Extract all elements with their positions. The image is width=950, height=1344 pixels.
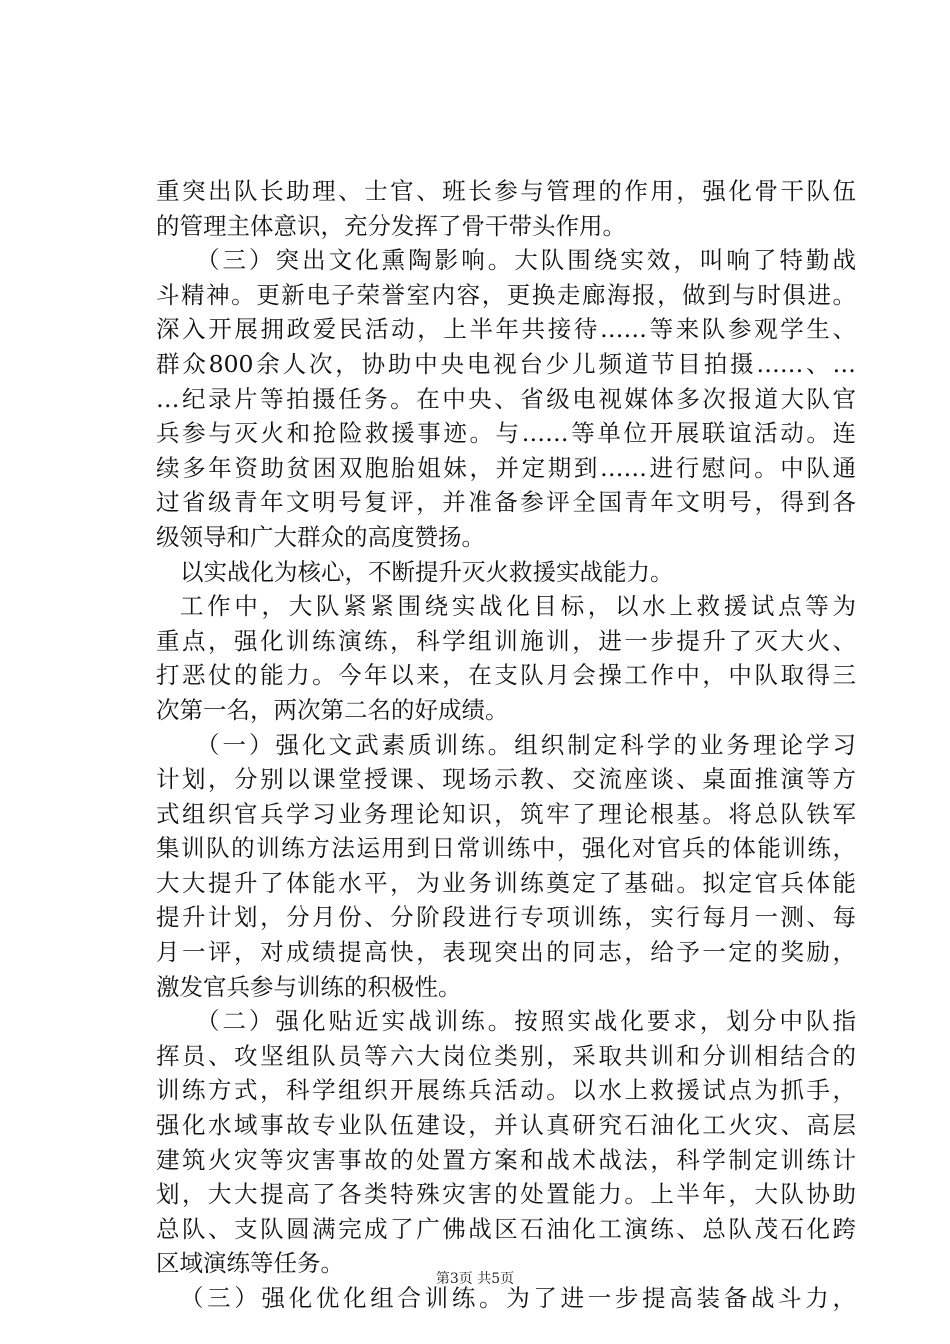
text-line: 级领导和广大群众的高度赞扬。 (156, 522, 485, 551)
text-line: 次第一名，两次第二名的好成绩。 (156, 695, 509, 724)
text-line: 训练方式，科学组织开展练兵活动。以水上救援试点为抓手， (156, 1076, 856, 1105)
text-line: 强化水域事故专业队伍建设，并认真研究石油化工火灾、高层 (156, 1111, 856, 1140)
text-line: 群众800余人次，协助中央电视台少儿频道节目拍摄……、… (156, 349, 856, 378)
text-line: 划，大大提高了各类特殊灾害的处置能力。上半年，大队协助 (156, 1180, 856, 1209)
text-line: 计划，分别以课堂授课、现场示教、交流座谈、桌面推演等方 (156, 765, 856, 794)
text-line: 重点，强化训练演练，科学组训施训，进一步提升了灭大火、 (156, 626, 856, 655)
text-line: 建筑火灾等灾害事故的处置方案和战术战法，科学制定训练计 (156, 1145, 856, 1174)
text-line: 总队、支队圆满完成了广佛战区石油化工演练、总队茂石化跨 (156, 1214, 856, 1243)
text-line: （三）突出文化熏陶影响。大队围绕实效，叫响了特勤战 (196, 246, 856, 275)
document-body (156, 174, 856, 1316)
text-line: 式组织官兵学习业务理论知识，筑牢了理论根基。将总队铁军 (156, 799, 856, 828)
text-line: 区域演练等任务。 (156, 1249, 344, 1278)
text-line: 打恶仗的能力。今年以来，在支队月会操工作中，中队取得三 (156, 661, 856, 690)
text-line: 激发官兵参与训练的积极性。 (156, 972, 462, 1001)
text-line: 的管理主体意识，充分发挥了骨干带头作用。 (156, 211, 626, 240)
page-footer: 第3页 共5页 (435, 1271, 515, 1287)
text-line: 过省级青年文明号复评，并准备参评全国青年文明号，得到各 (156, 488, 856, 517)
text-line: （二）强化贴近实战训练。按照实战化要求，划分中队指 (196, 1007, 856, 1036)
text-line: 挥员、攻坚组队员等六大岗位类别，采取共训和分训相结合的 (156, 1041, 856, 1070)
text-line: 提升计划，分月份、分阶段进行专项训练，实行每月一测、每 (156, 903, 856, 932)
text-line: …纪录片等拍摄任务。在中央、省级电视媒体多次报道大队官 (156, 384, 856, 413)
text-line: 深入开展拥政爱民活动，上半年共接待……等来队参观学生、 (156, 315, 856, 344)
text-line: 集训队的训练方法运用到日常训练中，强化对官兵的体能训练， (156, 834, 856, 863)
text-line: （一）强化文武素质训练。组织制定科学的业务理论学习 (196, 730, 856, 759)
text-line: 月一评，对成绩提高快，表现突出的同志，给予一定的奖励， (156, 938, 856, 967)
text-line: 斗精神。更新电子荣誉室内容，更换走廊海报，做到与时俱进。 (156, 280, 856, 309)
text-line: 续多年资助贫困双胞胎姐妹，并定期到……进行慰问。中队通 (156, 453, 856, 482)
text-line: 兵参与灭火和抢险救援事迹。与……等单位开展联谊活动。连 (156, 419, 856, 448)
text-line: 大大提升了体能水平，为业务训练奠定了基础。拟定官兵体能 (156, 868, 856, 897)
text-line: 以实战化为核心，不断提升灭火救援实战能力。 (180, 557, 674, 586)
text-line: （三）强化优化组合训练。为了进一步提高装备战斗力， (180, 1284, 856, 1312)
text-line: 工作中，大队紧紧围绕实战化目标，以水上救援试点等为 (180, 592, 856, 621)
text-line: 重突出队长助理、士官、班长参与管理的作用，强化骨干队伍 (156, 177, 856, 205)
